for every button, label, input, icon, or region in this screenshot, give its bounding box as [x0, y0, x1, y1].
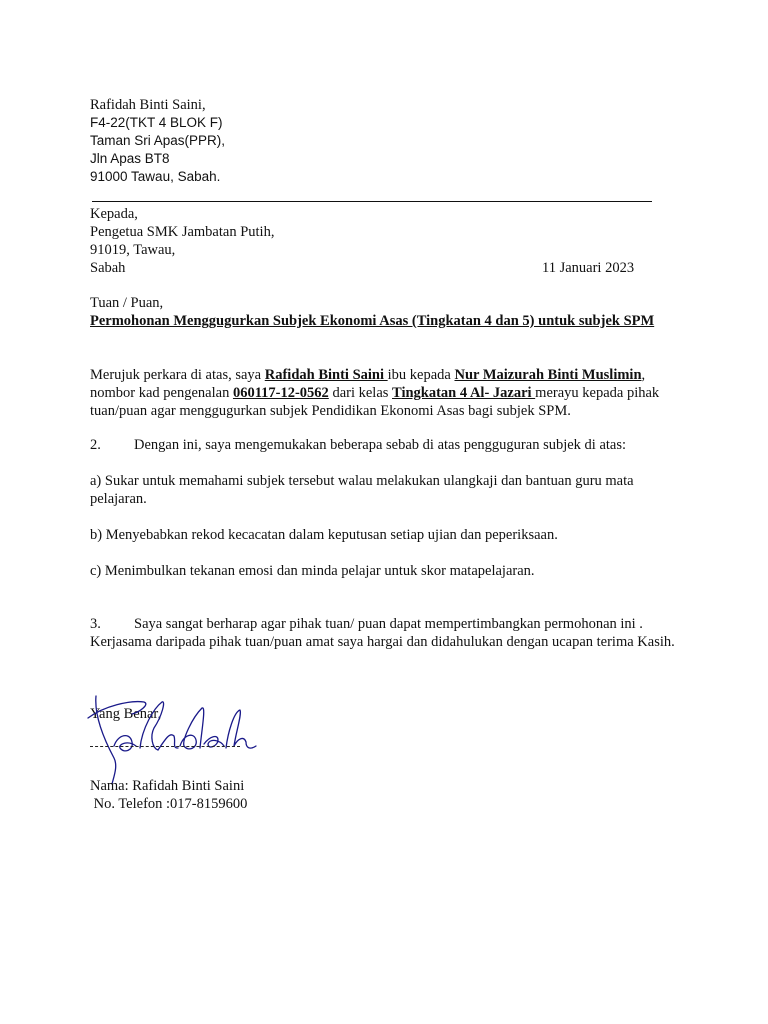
para1-text: , nombor kad pengenalan — [90, 367, 646, 401]
student-name: Nur Maizurah Binti Muslimin — [454, 367, 642, 383]
sender-name: Rafidah Binti Saini, — [90, 97, 206, 113]
student-class: Tingkatan 4 Al- Jazari — [392, 385, 536, 401]
ic-number: 060117-12-0562 — [232, 385, 329, 401]
para1-text: ibu kepada — [387, 367, 455, 383]
letter-subject: Permohonan Menggugurkan Subjek Ekonomi Asas (Tingkatan 4 dan 5) untuk subjek SPM — [90, 313, 655, 329]
closing: Yang Benar, — [90, 706, 162, 722]
parent-name: Rafidah Binti Saini — [264, 367, 388, 383]
para1-text: merayu kepada pihak tuan/puan agar menggugurkan subjek Pendidikan Ekonomi Asas bagi subjek SPM. — [90, 385, 660, 419]
paragraph-number: 2. — [90, 437, 101, 453]
paragraph-2 — [90, 436, 680, 454]
paragraph-text: Dengan ini, saya mengemukakan beberapa sebab di atas pengguguran subjek di atas: — [134, 437, 627, 453]
para1-text: Merujuk perkara di atas, saya — [90, 367, 265, 383]
sender-address-line: F4-22(TKT 4 BLOK F) — [90, 115, 223, 130]
letter-date: 11 Januari 2023 — [542, 260, 635, 276]
recipient-line: 91019, Tawau, — [90, 242, 176, 258]
paragraph-number: 3. — [90, 616, 101, 632]
signer-phone: No. Telefon :017-8159600 — [90, 796, 248, 812]
recipient-line: Sabah — [90, 260, 126, 276]
para1-text: dari kelas — [328, 385, 393, 401]
signer-name: Nama: Rafidah Binti Saini — [90, 778, 245, 794]
reason-item: c) Menimbulkan tekanan emosi dan minda pelajar untuk skor matapelajaran. — [90, 563, 535, 579]
address-divider — [92, 201, 652, 202]
sender-address-line: 91000 Tawau, Sabah. — [90, 169, 221, 184]
signature-line — [90, 746, 240, 747]
salutation: Tuan / Puan, — [90, 295, 164, 311]
recipient-line: Pengetua SMK Jambatan Putih, — [90, 224, 275, 240]
reason-item: a) Sukar untuk memahami subjek tersebut walau melakukan ulangkaji dan bantuan guru mata pelajaran. — [90, 473, 634, 507]
sender-address-line: Taman Sri Apas(PPR), — [90, 133, 226, 148]
reason-item: b) Menyebabkan rekod kecacatan dalam keputusan setiap ujian dan peperiksaan. — [90, 527, 558, 543]
sender-address-line: Jln Apas BT8 — [90, 151, 170, 166]
recipient-label: Kepada, — [90, 206, 138, 222]
paragraph-1 — [90, 366, 680, 420]
paragraph-text: Saya sangat berharap agar pihak tuan/ puan dapat mempertimbangkan permohonan ini . Kerjasama daripada pihak tuan/puan amat saya hargai dan didahulukan dengan ucapan terima Kasih. — [90, 616, 675, 650]
paragraph-3 — [90, 615, 675, 651]
handwritten-signature — [84, 688, 264, 788]
